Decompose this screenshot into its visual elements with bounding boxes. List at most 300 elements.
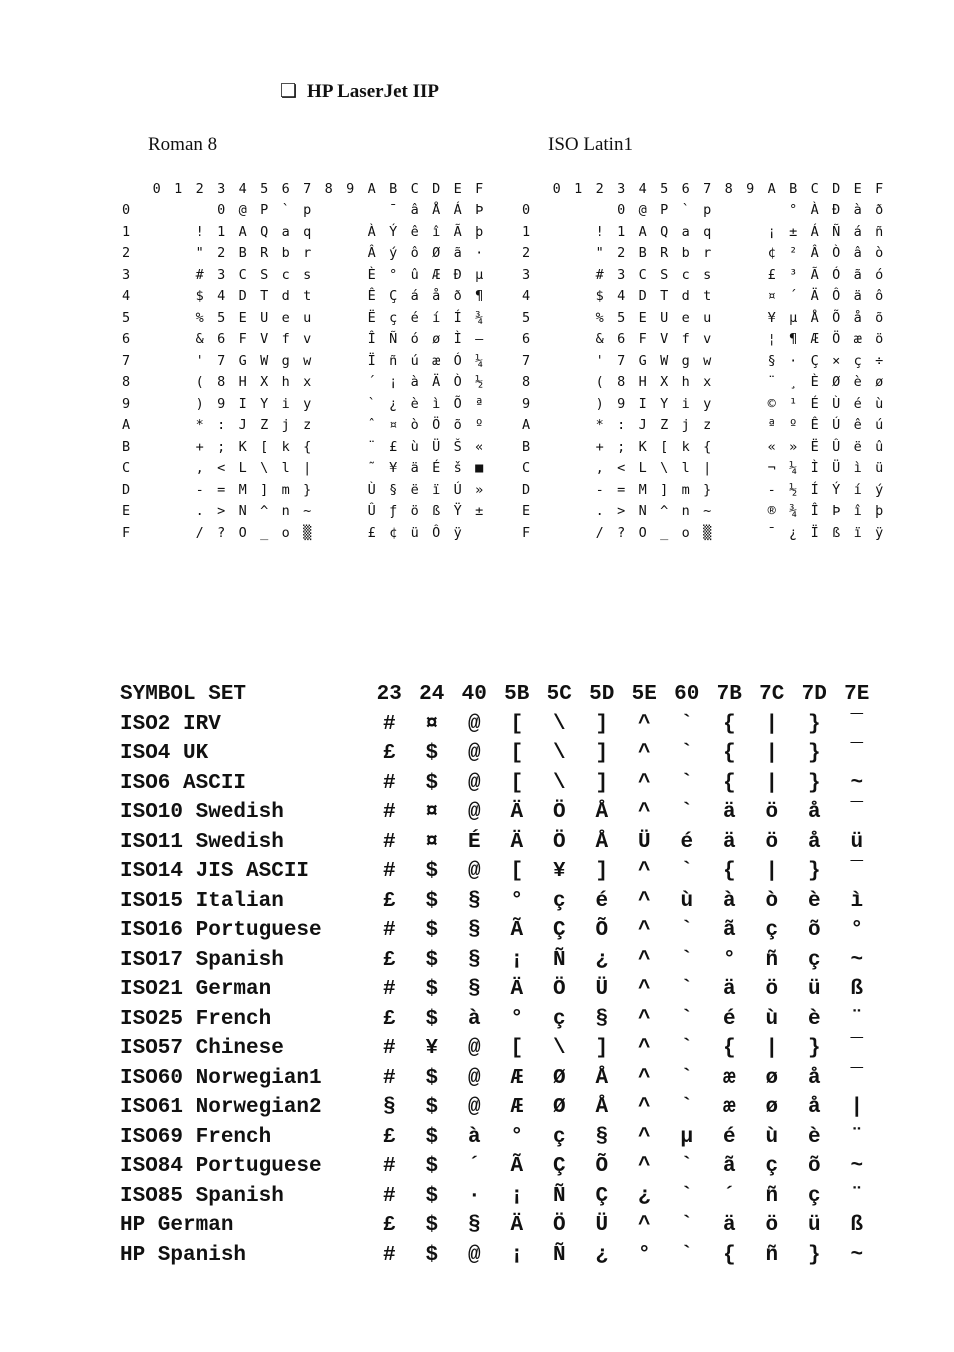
latin1-char-cell [546, 479, 568, 501]
symbol-cell: [ [510, 771, 524, 795]
latin1-char-cell [546, 200, 568, 222]
latin1-char-cell: Ã [810, 266, 819, 283]
latin1-row-header: F [522, 524, 531, 541]
latin1-char-cell: 3 [617, 266, 626, 283]
roman8-char-cell [318, 501, 340, 523]
roman8-char-cell: : [217, 417, 226, 434]
roman8-char-cell: y [303, 395, 312, 412]
roman8-char-cell [318, 329, 340, 351]
roman8-char-cell: K [238, 438, 247, 455]
latin1-row-header: 1 [522, 223, 531, 240]
symbol-cell: µ [680, 1125, 694, 1149]
latin1-char-cell: _ [660, 524, 669, 541]
latin1-char-cell [546, 415, 568, 437]
latin1-char-cell [740, 286, 762, 308]
symbol-cell: Õ [595, 1155, 609, 1179]
symbol-cell: ~ [850, 1243, 864, 1267]
latin1-char-cell: ( [595, 374, 604, 391]
symbol-cell: ^ [637, 1066, 651, 1090]
latin1-char-cell: ò [875, 245, 884, 262]
latin1-char-cell [740, 479, 762, 501]
roman8-char-cell: G [238, 352, 247, 369]
code-column-header: 23 [376, 683, 402, 707]
roman8-char-cell: z [303, 417, 312, 434]
roman8-char-cell: ë [410, 481, 419, 498]
latin1-char-cell: n [681, 503, 690, 520]
latin1-char-table [522, 178, 890, 544]
symbol-cell: Ö [552, 1214, 566, 1238]
latin1-row-header: D [522, 481, 531, 498]
roman8-char-cell: Þ [475, 202, 484, 219]
symbol-cell: ° [510, 889, 524, 913]
latin1-char-cell: 6 [617, 331, 626, 348]
latin1-char-cell: t [703, 288, 712, 305]
roman8-char-cell: 0 [217, 202, 226, 219]
latin1-char-cell: k [681, 438, 690, 455]
roman8-char-cell: Î [367, 331, 376, 348]
latin1-char-cell: ^ [660, 503, 669, 520]
roman8-char-cell: e [281, 309, 290, 326]
symbol-cell: ñ [765, 1184, 779, 1208]
roman8-char-cell [340, 243, 362, 265]
latin1-char-cell: Õ [832, 309, 841, 326]
latin1-char-cell: é [853, 395, 862, 412]
symbol-cell: [ [510, 1037, 524, 1061]
latin1-char-cell [718, 415, 740, 437]
symbol-cell: ~ [850, 948, 864, 972]
symbol-set-header: SYMBOL SET [120, 683, 247, 707]
roman8-char-cell: t [303, 288, 312, 305]
latin1-char-cell [568, 221, 590, 243]
roman8-row-header: 9 [122, 395, 131, 412]
symbol-cell: ¤ [425, 712, 439, 736]
symbol-cell: Ö [552, 801, 566, 825]
roman8-char-cell: À [367, 223, 376, 240]
latin1-char-cell [568, 286, 590, 308]
roman8-char-cell: ù [410, 438, 419, 455]
roman8-char-cell: \ [260, 460, 269, 477]
symbol-cell: ‾ [850, 712, 864, 736]
symbol-cell: } [807, 860, 821, 884]
roman8-char-cell: 3 [217, 266, 226, 283]
symbol-cell: ` [680, 919, 694, 943]
roman8-char-cell: ° [389, 266, 398, 283]
roman8-row [122, 372, 490, 394]
latin1-char-cell [568, 393, 590, 415]
latin1-char-cell: ø [875, 374, 884, 391]
latin1-row-header: C [522, 460, 531, 477]
symbol-cell: # [382, 1037, 396, 1061]
latin1-char-cell [718, 393, 740, 415]
symbol-cell: ç [807, 948, 821, 972]
latin1-char-cell: ÿ [875, 524, 884, 541]
symbol-cell: ü [850, 830, 864, 854]
symbol-cell: { [722, 1243, 736, 1267]
latin1-char-cell: ì [853, 460, 862, 477]
symbol-cell: ^ [637, 919, 651, 943]
roman8-char-cell: ¾ [475, 309, 484, 326]
roman8-char-cell [168, 522, 190, 544]
latin1-char-cell: Ð [832, 202, 841, 219]
symbol-cell: ^ [637, 742, 651, 766]
roman8-char-cell: ~ [303, 503, 312, 520]
latin1-char-cell: ÷ [875, 352, 884, 369]
roman8-row-header: 3 [122, 266, 131, 283]
symbol-cell: $ [425, 919, 439, 943]
roman8-char-cell [340, 307, 362, 329]
symbol-set-row [120, 946, 878, 976]
roman8-char-cell: ò [410, 417, 419, 434]
symbol-cell: § [467, 919, 481, 943]
latin1-char-cell: ° [789, 202, 798, 219]
latin1-char-cell: I [638, 395, 647, 412]
roman8-char-cell: š [453, 460, 462, 477]
symbol-cell: | [765, 1037, 779, 1061]
latin1-char-cell: á [853, 223, 862, 240]
symbol-cell: | [765, 712, 779, 736]
symbol-cell: Å [595, 1096, 609, 1120]
code-column-header: 5D [589, 683, 615, 707]
roman8-char-cell: 6 [217, 331, 226, 348]
symbol-cell: ¨ [850, 1184, 864, 1208]
latin1-char-cell: a [681, 223, 690, 240]
roman8-char-cell: m [281, 481, 290, 498]
latin1-header-row [522, 178, 890, 200]
symbol-cell: ^ [637, 860, 651, 884]
symbol-cell: · [467, 1184, 481, 1208]
symbol-cell: Ä [510, 1214, 524, 1238]
roman8-char-cell: ô [410, 245, 419, 262]
roman8-char-cell: 2 [217, 245, 226, 262]
symbol-cell: # [382, 712, 396, 736]
latin1-char-cell: ¢ [767, 245, 776, 262]
symbol-cell: ^ [637, 1125, 651, 1149]
latin1-column-header: 2 [595, 180, 604, 197]
latin1-char-cell [568, 522, 590, 544]
latin1-char-cell: ¶ [789, 331, 798, 348]
roman8-char-cell: x [303, 374, 312, 391]
latin1-char-cell: Q [660, 223, 669, 240]
latin1-char-cell: 0 [617, 202, 626, 219]
roman8-char-cell: ö [410, 503, 419, 520]
latin1-char-cell: f [681, 331, 690, 348]
symbol-cell: ¿ [595, 948, 609, 972]
roman8-char-cell: c [281, 266, 290, 283]
symbol-cell: å [807, 801, 821, 825]
roman8-char-cell: ñ [389, 352, 398, 369]
roman8-column-header: F [475, 180, 484, 197]
symbol-cell: ] [595, 1037, 609, 1061]
latin1-row [522, 200, 890, 222]
roman8-char-cell [318, 350, 340, 372]
roman8-char-cell [318, 264, 340, 286]
symbol-cell: ¤ [425, 801, 439, 825]
latin1-char-cell: j [681, 417, 690, 434]
roman8-char-cell: J [238, 417, 247, 434]
roman8-corner [122, 178, 146, 200]
symbol-cell: $ [425, 742, 439, 766]
roman8-char-cell: È [367, 266, 376, 283]
roman8-char-cell: ] [260, 481, 269, 498]
latin1-char-cell: r [703, 245, 712, 262]
latin1-char-cell: s [703, 266, 712, 283]
roman8-char-cell: Ÿ [453, 503, 462, 520]
symbol-cell: Ç [595, 1184, 609, 1208]
latin1-row-header: E [522, 503, 531, 520]
symbol-set-row [120, 887, 878, 917]
latin1-char-cell: ñ [875, 223, 884, 240]
roman8-char-cell: p [303, 202, 312, 219]
roman8-column-header: E [453, 180, 462, 197]
latin1-char-cell: o [681, 524, 690, 541]
latin1-char-cell: 9 [617, 395, 626, 412]
latin1-char-cell [568, 458, 590, 480]
code-column-header: 7E [844, 683, 870, 707]
latin1-column-header: A [767, 180, 776, 197]
roman8-char-cell: B [238, 245, 247, 262]
roman8-row [122, 307, 490, 329]
roman8-char-cell: ¨ [367, 438, 376, 455]
roman8-char-cell: ` [367, 395, 376, 412]
symbol-cell: ã [722, 1155, 736, 1179]
roman8-char-cell [340, 415, 362, 437]
roman8-char-cell: Ì [453, 331, 462, 348]
symbol-cell: ` [680, 978, 694, 1002]
roman8-char-cell: Ø [432, 245, 441, 262]
roman8-char-cell: ■ [475, 460, 484, 477]
symbol-cell: £ [382, 889, 396, 913]
symbol-cell: ° [510, 1007, 524, 1031]
roman8-char-cell: 5 [217, 309, 226, 326]
latin1-char-cell: Â [810, 245, 819, 262]
roman8-char-cell [168, 329, 190, 351]
latin1-char-cell [761, 200, 783, 222]
roman8-char-cell: ð [453, 288, 462, 305]
symbol-cell: å [807, 830, 821, 854]
symbol-cell: ° [722, 948, 736, 972]
symbol-set-name: ISO69 French [120, 1125, 272, 1149]
latin1-char-cell [718, 436, 740, 458]
code-column-header: 5C [546, 683, 572, 707]
latin1-row-header: 4 [522, 288, 531, 305]
latin1-char-cell: g [681, 352, 690, 369]
roman8-char-cell [146, 243, 168, 265]
latin1-char-cell: Û [832, 438, 841, 455]
latin1-char-cell: À [810, 202, 819, 219]
latin1-char-cell [568, 501, 590, 523]
symbol-cell: [ [510, 860, 524, 884]
symbol-cell: Ø [552, 1066, 566, 1090]
symbol-cell: @ [467, 1243, 481, 1267]
symbol-cell: { [722, 712, 736, 736]
roman8-row [122, 415, 490, 437]
symbol-cell: Ä [510, 978, 524, 1002]
symbol-cell: ` [680, 1037, 694, 1061]
roman8-char-cell: Ä [432, 374, 441, 391]
symbol-cell: ] [595, 771, 609, 795]
latin1-char-cell: ú [875, 417, 884, 434]
roman8-char-cell: ( [195, 374, 204, 391]
symbol-cell: # [382, 801, 396, 825]
symbol-cell: ö [765, 978, 779, 1002]
roman8-char-cell [146, 286, 168, 308]
roman8-column-header: 2 [195, 180, 204, 197]
roman8-char-cell [168, 479, 190, 501]
latin1-char-cell: \ [660, 460, 669, 477]
latin1-char-cell: « [767, 438, 776, 455]
roman8-char-cell [168, 436, 190, 458]
roman8-header-row [122, 178, 490, 200]
latin1-char-cell [568, 415, 590, 437]
latin1-char-cell [740, 501, 762, 523]
symbol-cell: § [467, 889, 481, 913]
latin1-char-cell: * [595, 417, 604, 434]
checkbox-icon: ❏ [280, 81, 298, 102]
roman8-char-cell [168, 372, 190, 394]
symbol-cell: ^ [637, 978, 651, 1002]
latin1-char-cell: æ [853, 331, 862, 348]
latin1-char-cell: ð [875, 202, 884, 219]
latin1-char-cell: ¿ [789, 524, 798, 541]
latin1-char-cell [718, 350, 740, 372]
roman8-char-cell [168, 286, 190, 308]
roman8-column-header: 9 [346, 180, 355, 197]
symbol-cell: Õ [595, 919, 609, 943]
roman8-char-cell: V [260, 331, 269, 348]
latin1-char-cell: ² [789, 245, 798, 262]
symbol-cell: @ [467, 712, 481, 736]
symbol-set-row [120, 1211, 878, 1241]
latin1-char-cell: m [681, 481, 690, 498]
roman8-char-cell: X [260, 374, 269, 391]
symbol-cell: ] [595, 742, 609, 766]
roman8-char-cell: ` [281, 202, 290, 219]
roman8-char-cell: 4 [217, 288, 226, 305]
symbol-cell: } [807, 742, 821, 766]
latin1-char-cell: ] [660, 481, 669, 498]
symbol-cell: é [680, 830, 694, 854]
roman8-char-cell: ´ [367, 374, 376, 391]
roman8-char-cell: ˜ [367, 460, 376, 477]
symbol-cell: @ [467, 801, 481, 825]
roman8-column-header: 6 [281, 180, 290, 197]
roman8-char-cell: = [217, 481, 226, 498]
symbol-set-row [120, 710, 878, 740]
latin1-char-cell: ? [617, 524, 626, 541]
roman8-char-cell: Ô [432, 524, 441, 541]
latin1-column-header: 9 [746, 180, 755, 197]
symbol-cell: ö [765, 830, 779, 854]
latin1-char-cell: ó [875, 266, 884, 283]
latin1-row [522, 307, 890, 329]
latin1-char-cell: % [595, 309, 604, 326]
symbol-set-row [120, 739, 878, 769]
roman8-char-cell: ¼ [475, 352, 484, 369]
symbol-cell: | [850, 1096, 864, 1120]
symbol-cell: ] [595, 860, 609, 884]
latin1-char-cell: ¦ [767, 331, 776, 348]
symbol-cell: ` [680, 1184, 694, 1208]
symbol-cell: $ [425, 1125, 439, 1149]
symbol-set-header-row [120, 680, 878, 710]
latin1-char-cell: þ [875, 503, 884, 520]
symbol-cell: § [595, 1007, 609, 1031]
latin1-char-cell [546, 286, 568, 308]
latin1-char-cell: Ñ [832, 223, 841, 240]
latin1-char-cell: P [660, 202, 669, 219]
roman8-char-cell: õ [453, 417, 462, 434]
latin1-char-cell [546, 501, 568, 523]
latin1-char-cell [718, 307, 740, 329]
latin1-char-cell: O [638, 524, 647, 541]
latin1-char-cell: Ø [832, 374, 841, 391]
symbol-cell: \ [552, 1037, 566, 1061]
latin1-char-cell: è [853, 374, 862, 391]
symbol-cell: { [722, 1037, 736, 1061]
code-column-header: 5E [631, 683, 657, 707]
symbol-set-name: ISO61 Norwegian2 [120, 1096, 322, 1120]
symbol-cell: ù [765, 1007, 779, 1031]
roman8-char-cell: ¡ [389, 374, 398, 391]
roman8-char-cell: * [195, 417, 204, 434]
latin1-char-cell: , [595, 460, 604, 477]
symbol-cell: ç [765, 919, 779, 943]
symbol-cell: £ [382, 1007, 396, 1031]
latin1-char-cell [740, 522, 762, 544]
roman8-row-header: 0 [122, 202, 131, 219]
latin1-char-cell: b [681, 245, 690, 262]
roman8-char-cell: Õ [453, 395, 462, 412]
symbol-cell: é [595, 889, 609, 913]
symbol-cell: ç [552, 1007, 566, 1031]
roman8-row-header: C [122, 460, 131, 477]
roman8-char-cell: s [303, 266, 312, 283]
roman8-char-cell [340, 221, 362, 243]
symbol-set-name: ISO10 Swedish [120, 801, 284, 825]
roman8-char-cell: Y [260, 395, 269, 412]
latin1-char-cell: / [595, 524, 604, 541]
latin1-char-cell [740, 307, 762, 329]
roman8-char-cell: à [410, 374, 419, 391]
roman8-char-cell: Í [453, 309, 462, 326]
latin1-char-cell: S [660, 266, 669, 283]
latin1-char-cell: L [638, 460, 647, 477]
roman8-char-cell: £ [389, 438, 398, 455]
symbol-set-row [120, 828, 878, 858]
symbol-set-row [120, 798, 878, 828]
latin1-row-header: 5 [522, 309, 531, 326]
latin1-char-cell: ê [853, 417, 862, 434]
symbol-cell: Ö [552, 830, 566, 854]
latin1-char-cell: ´ [789, 288, 798, 305]
roman8-char-cell [340, 329, 362, 351]
roman8-char-cell: Ö [432, 417, 441, 434]
symbol-cell: ø [765, 1066, 779, 1090]
symbol-cell: § [467, 948, 481, 972]
roman8-char-cell: è [410, 395, 419, 412]
roman8-char-cell: ï [432, 481, 441, 498]
symbol-cell: ç [552, 889, 566, 913]
roman8-char-cell [168, 415, 190, 437]
roman8-char-cell: @ [238, 202, 247, 219]
roman8-char-cell: Â [367, 245, 376, 262]
symbol-cell: $ [425, 889, 439, 913]
roman8-char-cell: W [260, 352, 269, 369]
latin1-char-cell: î [853, 503, 862, 520]
symbol-cell: } [807, 1037, 821, 1061]
symbol-cell: | [765, 771, 779, 795]
roman8-char-cell: h [281, 374, 290, 391]
